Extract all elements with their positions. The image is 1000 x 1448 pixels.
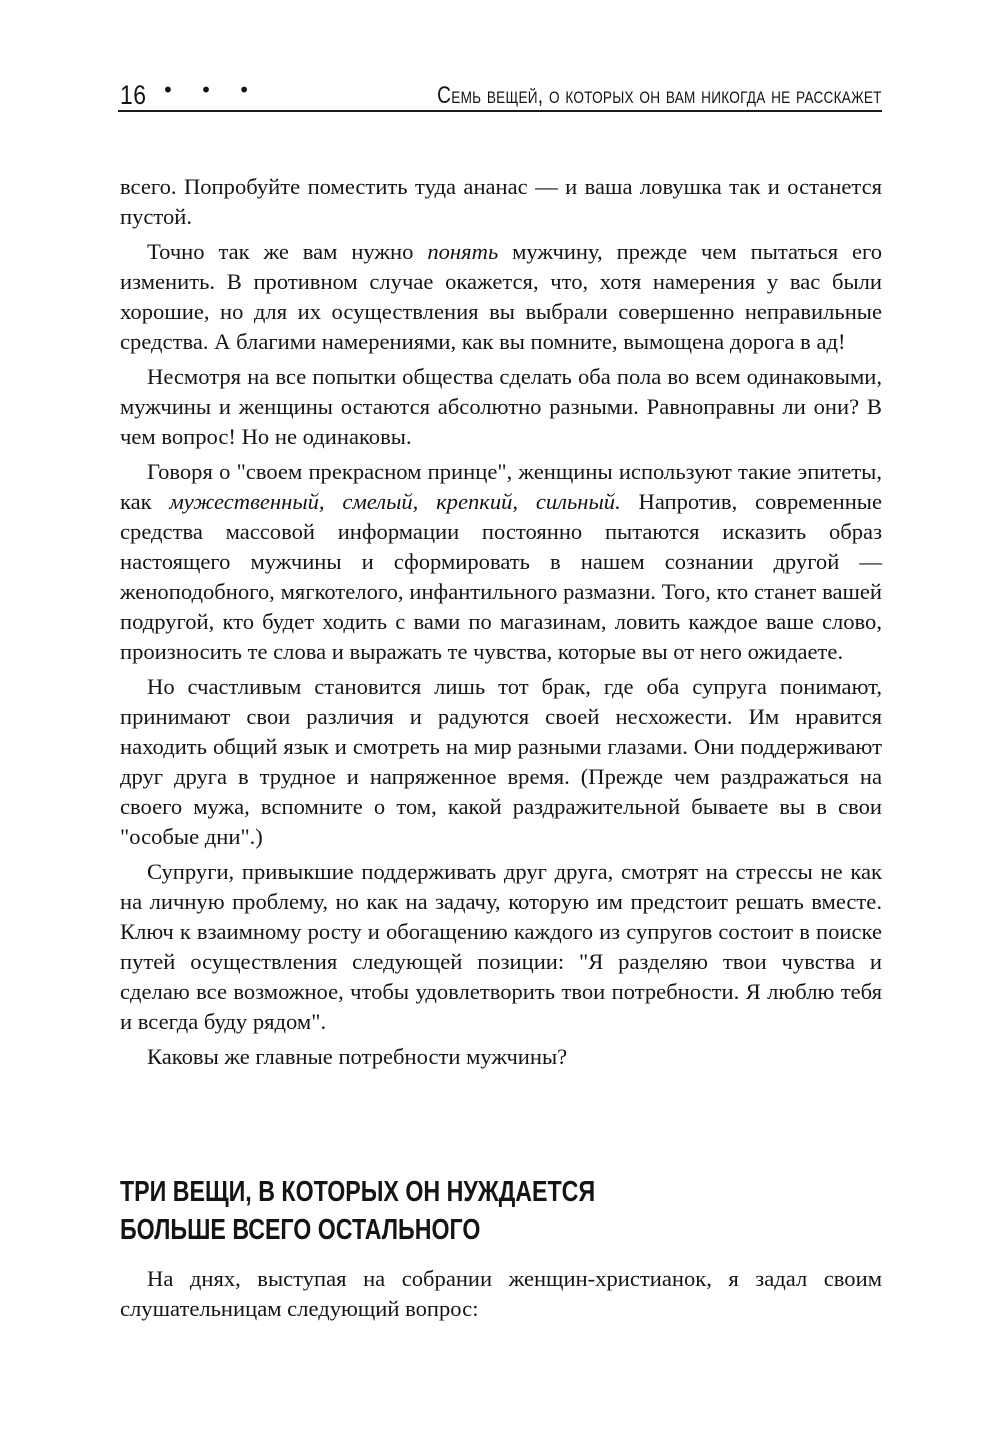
paragraph-5: Но счастливым становится лишь тот брак, где оба супруга понимают, принимают свои различия и радуются своей несхожести. Им нравится находить общий язык и смотреть на мир разными глазами. Они поддерживают друг друга в трудное и напряженное время. (Прежде чем раздражаться на своего мужа, вспомните о том, какой раздражительной бываете вы в свои "особые дни".) — [120, 674, 882, 849]
paragraph-4-end: Напротив, современные средства массовой информации постоянно пытаются исказить образ настоящего мужчины и сформировать в нашем сознании другой — женоподобного, мягкотелого, инфантильного размазни. Того, кто станет вашей подругой, кто будет ходить с вами по магазинам, ловить каждое ваше слово, произносить те слова и выражать те чувства, которые вы от него ожидаете. — [120, 489, 882, 664]
paragraph-4 — [120, 457, 882, 667]
paragraph-1: всего. Попробуйте поместить туда ананас — и ваша ловушка так и останется пустой. — [120, 174, 882, 229]
paragraph-4-emphasis: мужественный, смелый, крепкий, сильный. — [169, 489, 621, 514]
section-heading-line-1: ТРИ ВЕЩИ, В КОТОРЫХ ОН НУЖДАЕТСЯ — [120, 1176, 596, 1208]
body-text — [120, 172, 882, 1077]
section-heading — [120, 1173, 730, 1249]
paragraph-7: Каковы же главные потребности мужчины? — [147, 1044, 568, 1069]
paragraph-6: Супруги, привыкшие поддерживать друг друга, смотрят на стрессы не как на личную проблему, но как на задачу, которую им предстоит решать вместе. Ключ к взаимному росту и обогащению каждого из супругов состоит в поиске путей осуществления следующей позиции: "Я разделяю твои чувства и сделаю все возможное, чтобы удовлетворить твои потребности. Я люблю тебя и всегда буду рядом". — [120, 859, 882, 1034]
paragraph-3: Несмотря на все попытки общества сделать оба пола во всем одинаковыми, мужчины и женщины остаются абсолютно разными. Равноправны ли они? В чем вопрос! Но не одинаковы. — [120, 364, 882, 449]
header-ornament: • • • — [162, 78, 261, 102]
section-intro — [120, 1264, 882, 1324]
paragraph-2 — [120, 237, 882, 357]
paragraph-2-end: мужчину, прежде чем пытаться его изменить. В противном случае окажется, что, хотя намерения у вас были хорошие, но для их осуществления вы выбрали совершенно неправильные средства. А благими намерениями, как вы помните, вымощена дорога в ад! — [120, 239, 883, 354]
running-head — [118, 72, 882, 112]
section-intro-paragraph: На днях, выступая на собрании женщин-христианок, я задал своим слушательницам следующий вопрос: — [120, 1266, 882, 1321]
paragraph-2-emphasis: понять — [427, 239, 499, 264]
section-heading-line-2: БОЛЬШЕ ВСЕГО ОСТАЛЬНОГО — [120, 1214, 481, 1246]
paragraph-2-start: Точно так же вам нужно — [147, 239, 428, 264]
paragraph-4-start: Говоря о "своем прекрасном принце", женщины используют такие эпитеты, как — [120, 459, 882, 514]
running-title: Семь вещей, о которых он вам никогда не расскажет — [437, 82, 882, 109]
page-number: 16 — [120, 80, 147, 110]
